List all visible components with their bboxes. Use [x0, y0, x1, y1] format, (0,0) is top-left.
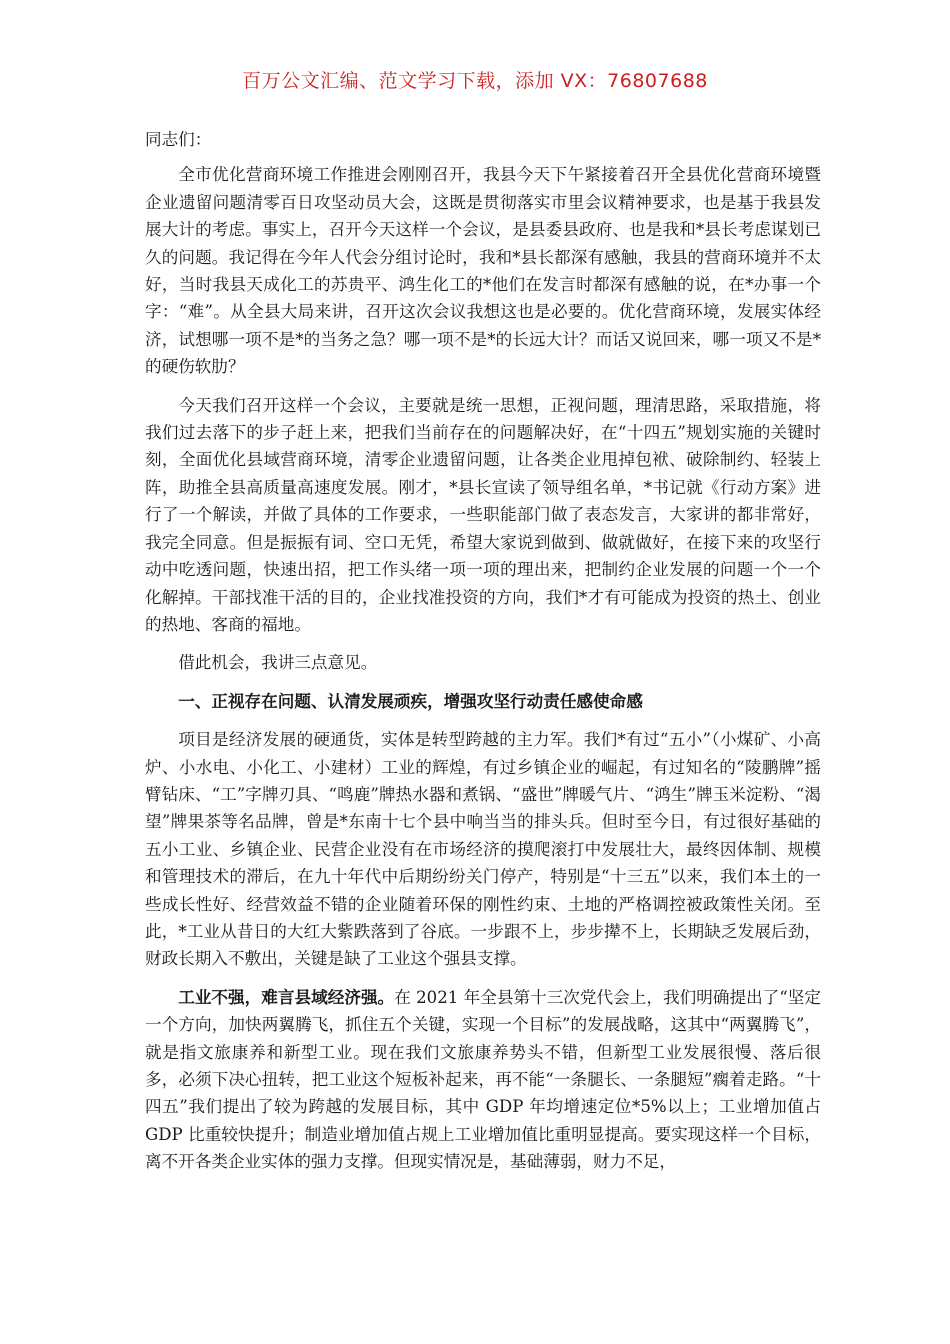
paragraph-industry-body: 在 2021 年全县第十三次党代会上，我们明确提出了“坚定一个方向，加快两翼腾飞，抓住五个关键，实现一个目标”的发展战略，这其中“两翼腾飞”，就是指文旅康养和新型工业。现在我们文旅康养势头不错，但新型工业发展很慢、落后很多，必须下决心扭转，把工业这个短板补起来，再不能“一条腿长、一条腿短”瘸着走路。“十四五”我们提出了较为跨越的发展目标，其中 GDP 年均增速定位*5%以上；工业增加值占 GDP 比重较快提升；制造业增加值占规上工业增加值比重明显提高。要实现这样一个目标，离不开各类企业实体的强力支撑。但现实情况是，基础薄弱，财力不足， — [145, 987, 822, 1172]
paragraph-intro: 全市优化营商环境工作推进会刚刚召开，我县今天下午紧接着召开全县优化营商环境暨企业遗留问题清零百日攻坚动员大会，这既是贯彻落实市里会议精神要求，也是基于我县发展大计的考虑。事实上，召开今天这样一个会议，是县委县政府、也是我和*县长考虑谋划已久的问题。我记得在今年人代会分组讨论时，我和*县长都深有感触，我县的营商环境并不太好，当时我县天成化工的苏贵平、鸿生化工的*他们在发言时都深有感触的说，在*办事一个字：“难”。从全县大局来讲，召开这次会议我想这也是必要的。优化营商环境，发展实体经济，试想哪一项不是*的当务之急？哪一项不是*的长远大计？而话又说回来，哪一项又不是*的硬伤软肋？ — [145, 165, 821, 377]
document-body — [145, 126, 821, 1187]
promo-banner: 百万公文汇编、范文学习下载，添加 VX：76807688 — [242, 70, 708, 92]
paragraph-lead-bold: 工业不强，难言县域经济强。 — [178, 986, 395, 1007]
salutation: 同志们： — [145, 130, 212, 149]
paragraph-purpose: 今天我们召开这样一个会议，主要就是统一思想，正视问题，理清思路，采取措施，将我们过去落下的步子赶上来，把我们当前存在的问题解决好，在“十四五”规划实施的关键时刻，全面优化县域营商环境，清零企业遗留问题，让各类企业甩掉包袱、破除制约、轻装上阵，助推全县高质量高速度发展。刚才，*县长宣读了领导组名单，*书记就《行动方案》进行了一个解读，并做了具体的工作要求，一些职能部门做了表态发言，大家讲的都非常好，我完全同意。但是振振有词、空口无凭，希望大家说到做到、做就做好，在接下来的攻坚行动中吃透问题，快速出招，把工作头绪一项一项的理出来，把制约企业发展的问题一个一个化解掉。干部找准干活的目的，企业找准投资的方向，我们*才有可能成为投资的热土、创业的热地、客商的福地。 — [145, 395, 821, 634]
paragraph-industry — [145, 984, 821, 1176]
paragraph-history: 项目是经济发展的硬通货，实体是转型跨越的主力军。我们*有过“五小”（小煤矿、小高炉、小水电、小化工、小建材）工业的辉煌，有过乡镇企业的崛起，有过知名的“陵鹏牌”摇臂钻床、“工”字牌刃具、“鸣鹿”牌热水器和煮锅、“盛世”牌暖气片、“鸿生”牌玉米淀粉、“渴望”牌果茶等名品牌，曾是*东南十七个县中响当当的排头兵。但时至今日，有过很好基础的五小工业、乡镇企业、民营企业没有在市场经济的摸爬滚打中发展壮大，最终因体制、规模和管理技术的滞后，在九十年代中后期纷纷关门停产，特别是“十三五”以来，我们本土的一些成长性好、经营效益不错的企业随着环保的刚性约束、土地的严格调控被政策性关闭。至此，*工业从昔日的大红大紫跌落到了谷底。一步跟不上，步步撵不上，长期缺乏发展后劲，财政长期入不敷出，关键是缺了工业这个强县支撑。 — [145, 730, 821, 969]
section-heading-1: 一、正视存在问题、认清发展顽疾，增强攻坚行动责任感使命感 — [178, 690, 643, 711]
paragraph-transition: 借此机会，我讲三点意见。 — [178, 653, 378, 673]
